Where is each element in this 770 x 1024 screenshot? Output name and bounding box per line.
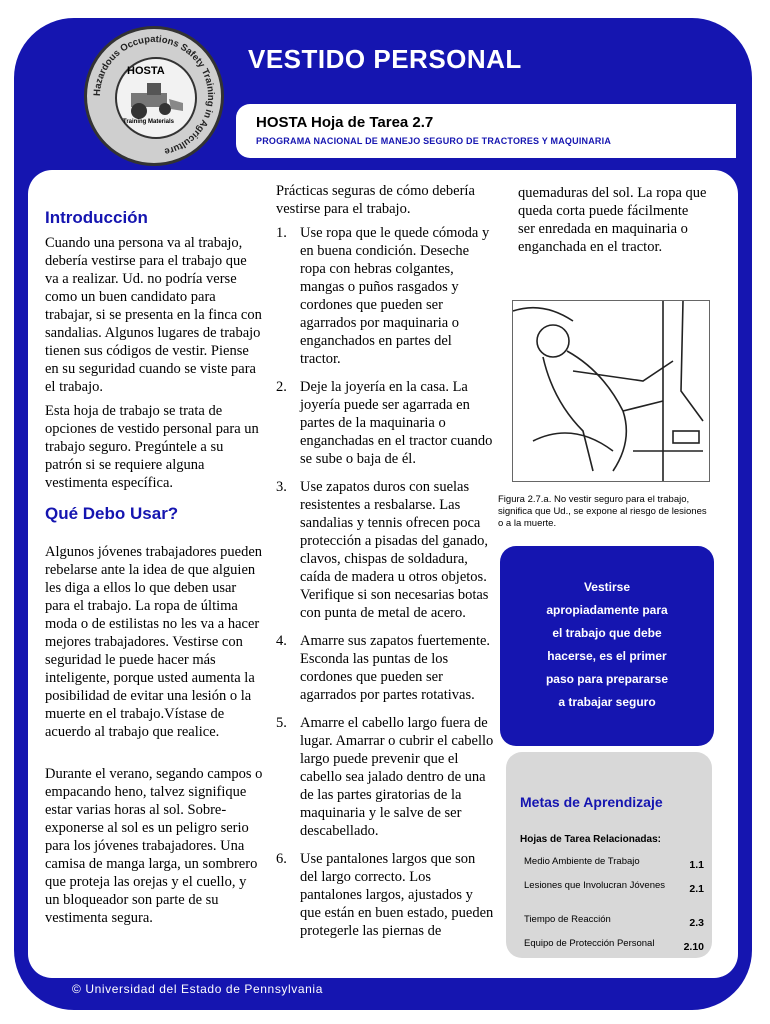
callout-line: paso para prepararse <box>545 672 669 686</box>
wear-paragraph-2: Durante el verano, segando campos o empacando heno, talvez signifique estar varias horas al sol. Sobre-exponerse al sol es un peligro serio para los jóvenes trabajadores. Una camisa de manga larga, un sombrero que proteja las orejas y el cuello, y un bloqueador son parte de su vestimenta segura. <box>45 766 263 926</box>
related-row: Tiempo de Reacción 2.3 <box>524 914 704 929</box>
program-name: PROGRAMA NACIONAL DE MANEJO SEGURO DE TRACTORES Y MAQUINARIA <box>256 136 612 146</box>
callout-line: a trabajar seguro <box>558 695 656 709</box>
intro-paragraph-1: Cuando una persona va al trabajo, debería vestirse para el trabajo que va a realizar. Ud. no podría verse como un buen candidato para trabajar, si se presenta en la finca con sandalias. Algunos lugares de trabajo tienen sus códigos de vestir. Piense en su seguridad cuando se viste para el trabajo. <box>45 235 262 395</box>
related-worksheets-title: Hojas de Tarea Relacionadas: <box>520 834 661 845</box>
subtitle-box <box>236 104 736 158</box>
practices-intro: Prácticas seguras de cómo debería vestirse para el trabajo. <box>276 183 475 217</box>
callout-line: hacerse, es el primer <box>547 649 667 663</box>
intro-paragraph-2: Esta hoja de trabajo se trata de opciones de vestido personal para un trabajo seguro. Pregúntele a su patrón si se requiere alguna vestimenta específica. <box>45 403 259 491</box>
list-item: 1. Use ropa que le quede cómoda y en buena condición. Deseche ropa con hebras colgantes, mangas o puños rasgados y cordones que pueden ser agarrados por maquinaria o enganchados en partes del tractor. <box>276 225 490 367</box>
callout-line: apropiadamente para <box>546 603 668 617</box>
callout-line: el trabajo que debe <box>552 626 662 640</box>
wear-paragraph-1: Algunos jóvenes trabajadores pueden rebelarse ante la idea de que alguien les diga a ellos lo que deben usar para el trabajo. La ropa de última moda o de estilistas no les va a hacer mejores trabajadores. Vestirse con seguridad le puede hacer más inteligente, porque usted aumenta la posibilidad de evitar una lesión o la muerte en el trabajo.Vístase de acuerdo al trabajo que realice. <box>45 544 263 740</box>
practices-continued: quemaduras del sol. La ropa que queda corta puede fácilmente ser enredada en maquinaria o enganchada en el tractor. <box>518 185 707 255</box>
footer-copyright: © Universidad del Estado de Pennsylvania <box>72 982 323 996</box>
list-item: 6. Use pantalones largos que son del largo correcto. Los pantalones largos, ajustados y que están en buen estado, pueden protegerle las piernas de <box>276 851 494 939</box>
page-title: VESTIDO PERSONAL <box>248 44 522 74</box>
practices-list <box>276 224 494 950</box>
related-row: Equipo de Protección Personal 2.10 <box>524 938 704 953</box>
related-row: Lesiones que Involucran Jóvenes 2.1 <box>524 880 704 895</box>
list-item: 5. Amarre el cabello largo fuera de lugar. Amarrar o cubrir el cabello largo puede prevenir que el cabello sea jalado dentro de una de las partes giratorias de la maquinaria y le salve de ser descabellado. <box>276 715 494 839</box>
logo-ring-text: Hazardous Occupations Safety Training in Agriculture <box>91 33 217 157</box>
wear-heading: Qué Debo Usar? <box>45 504 179 523</box>
worksheet-subtitle: HOSTA Hoja de Tarea 2.7 <box>256 114 434 131</box>
related-row: Medio Ambiente de Trabajo 1.1 <box>524 856 704 871</box>
learning-goals-box <box>506 752 712 958</box>
intro-heading: Introducción <box>45 208 148 227</box>
callout-line: Vestirse <box>583 580 631 594</box>
callout-box <box>500 546 714 746</box>
figure-caption: Figura 2.7.a. No vestir seguro para el trabajo, significa que Ud., se expone al riesgo de lesiones o a la muerte. <box>498 494 707 529</box>
list-item: 3. Use zapatos duros con suelas resistentes a resbalarse. Las sandalias y tennis ofrecen poca protección a pisadas del ganado, clavos, chispas de soldadura, caída de madera u otros objetos. Verifique si son necesarias botas con punta de metal de acero. <box>276 479 489 621</box>
tractor-illustration <box>512 300 710 482</box>
person-on-tractor-icon <box>513 301 709 481</box>
learning-goals-title: Metas de Aprendizaje <box>520 794 663 810</box>
logo-subtitle: Training Materials <box>123 119 175 125</box>
list-item: 4. Amarre sus zapatos fuertemente. Esconda las puntas de los cordones que pueden ser agarrados por partes rotativas. <box>276 633 491 703</box>
logo-name: HOSTA <box>127 65 165 77</box>
hosta-logo <box>84 26 224 166</box>
list-item: 2. Deje la joyería en la casa. La joyería puede ser agarrada en partes de la maquinaria o enganchadas en el tractor cuando se sube o baja de él. <box>276 379 493 467</box>
